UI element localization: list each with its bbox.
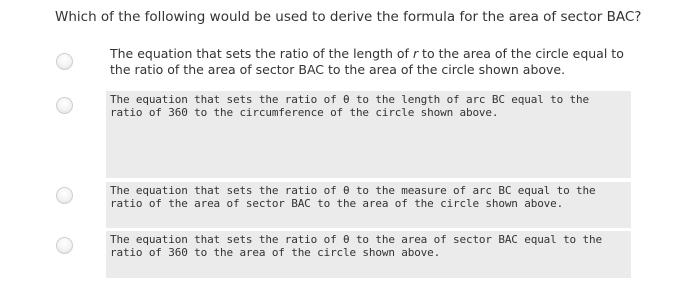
answer-option-2-label: The equation that sets the ratio of θ to the length of arc BC equal to the ratio of 360 to the circumference of the circle shown above. [110, 93, 589, 119]
answer-option-3-label: The equation that sets the ratio of θ to the measure of arc BC equal to the ratio of the area of sector BAC to the area of the circle shown above. [110, 184, 596, 210]
answer-option-4-label: The equation that sets the ratio of θ to the area of sector BAC equal to the ratio of 360 to the area of the circle shown above. [110, 233, 602, 259]
answer-option-1-label-variable: r [412, 46, 419, 61]
answer-option-1-label-end: to the area of the circle equal to the ratio of the area of sector BAC to the area of the circle shown above. [110, 46, 624, 77]
answer-option-1-label-start: The equation that sets the ratio of the length of [110, 46, 413, 61]
answer-option-1[interactable] [106, 44, 631, 82]
answer-radio-3[interactable] [56, 187, 73, 204]
answer-option-4[interactable] [106, 231, 631, 278]
answer-option-3[interactable] [106, 182, 631, 228]
answer-radio-4[interactable] [56, 237, 73, 254]
question-text: Which of the following would be used to derive the formula for the area of sector BAC? [55, 9, 642, 25]
answer-option-1-label [110, 46, 627, 78]
answer-radio-1[interactable] [56, 53, 73, 70]
answer-option-2[interactable] [106, 91, 631, 178]
answer-radio-2[interactable] [56, 97, 73, 114]
